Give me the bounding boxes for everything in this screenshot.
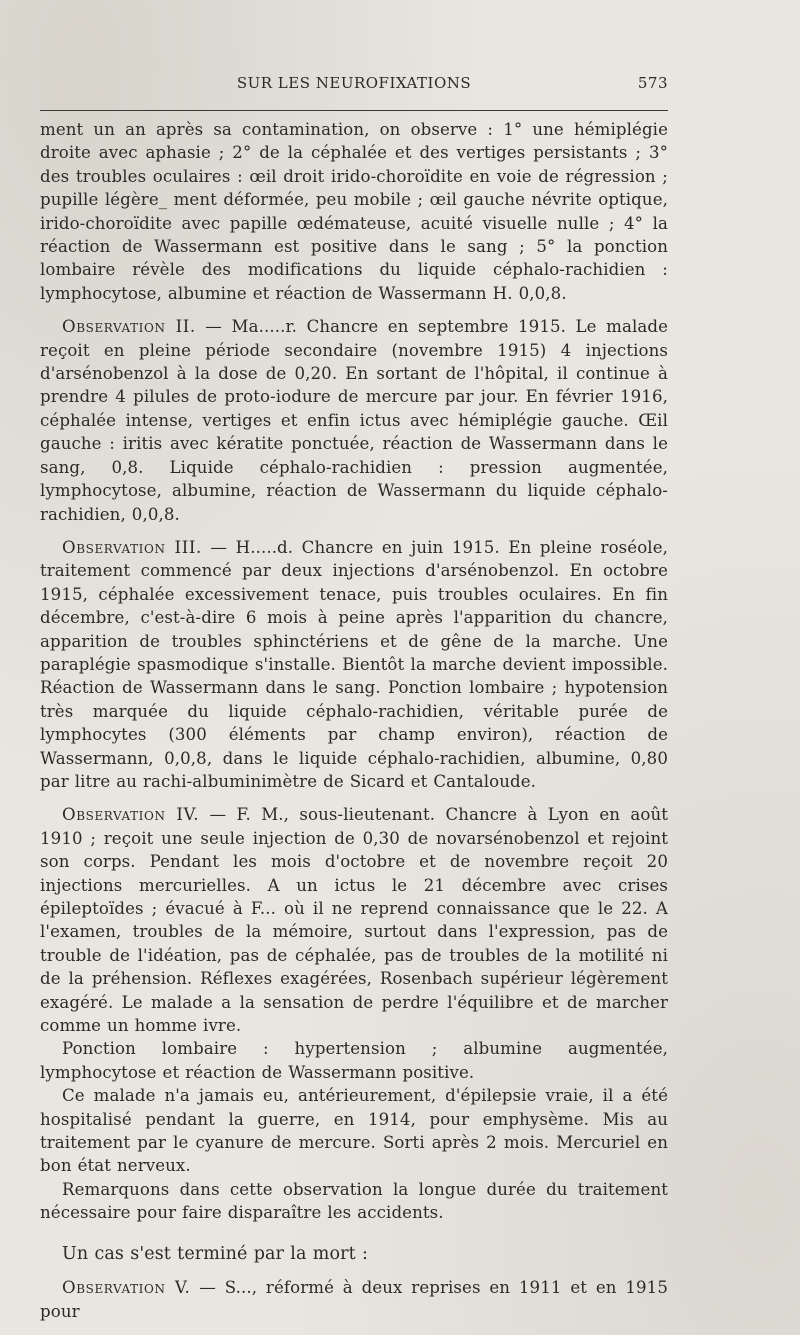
paragraph-history	[40, 1084, 668, 1178]
header-rule	[40, 110, 668, 111]
observation-label: Observation IV.	[62, 805, 200, 825]
observation-label: Observation V.	[62, 1278, 191, 1298]
paragraph-continued	[40, 118, 668, 305]
paragraph-ponction	[40, 1037, 668, 1084]
running-title: SUR LES NEUROFIXATIONS	[236, 74, 472, 92]
text-body	[40, 118, 668, 1323]
paragraph-text: ment un an après sa contamination, on observe : 1° une hémiplégie droite avec aphasie ; 2° de la céphalée et des vertiges persistants ; 3° des troubles oculaires : œil droit irido-choroïdite en voie de régression ; pupille légère_ ment déformée, peu mobile ; œil gauche névrite optique, irido-choroïdite avec papille œdémateuse, acuité visuelle nulle ; 4° la réaction de Wassermann est positive dans le sang ; 5° la ponction lombaire révèle des modifications du liquide céphalo-rachidien : lymphocytose, albumine et réaction de Wassermann H. 0,0,8.	[40, 120, 668, 303]
observation-label: Observation II.	[62, 317, 196, 337]
paragraph-text: Remarquons dans cette observation la longue durée du traitement nécessaire pour faire disparaître les accidents.	[40, 1179, 668, 1223]
page-number: 573	[637, 74, 668, 92]
paragraph-text: Ponction lombaire : hypertension ; albumine augmentée, lymphocytose et réaction de Wassermann positive.	[40, 1039, 668, 1082]
running-header	[40, 74, 668, 98]
paragraph-remark	[40, 1178, 668, 1225]
paragraph-text: Ce malade n'a jamais eu, antérieurement, d'épilepsie vraie, il a été hospitalisé pendant la guerre, en 1914, pour emphysème. Mis au traitement par le cyanure de mercure. Sorti après 2 mois. Mercuriel en bon état nerveux.	[40, 1086, 668, 1176]
section-lead	[40, 1243, 668, 1266]
paragraph-text: — F. M., sous-lieutenant. Chancre à Lyon en août 1910 ; reçoit une seule injection de 0,30 de novarsénobenzol et rejoint son corps. Pendant les mois d'octobre et de novembre reçoit 20 injections mercurielles. A un ictus le 21 décembre avec crises épileptoïdes ; évacué à F... où il ne reprend connaissance que le 22. A l'examen, troubles de la mémoire, surtout dans l'expression, pas de trouble de l'idéation, pas de céphalée, pas de troubles de la motilité ni de la préhension. Réflexes exagérées, Rosenbach supérieur légèrement exagéré. Le malade a la sensation de perdre l'équilibre et de marcher comme un homme ivre.	[40, 805, 669, 1036]
observation-4	[40, 803, 668, 1037]
observation-2	[40, 315, 668, 526]
observation-label: Observation III.	[62, 537, 202, 557]
observation-3	[40, 536, 668, 793]
paragraph-text: — H.....d. Chancre en juin 1915. En pleine roséole, traitement commencé par deux injections d'arsénobenzol. En octobre 1915, céphalée excessivement tenace, puis troubles oculaires. En fin décembre, c'est-à-dire 6 mois à peine après l'apparition du chancre, apparition de troubles sphinctériens et de gêne de la marche. Une paraplégie spasmodique s'installe. Bientôt la marche devient impossible. Réaction de Wassermann dans le sang. Ponction lombaire ; hypotension très marquée du liquide céphalo-rachidien, véritable purée de lymphocytes (300 éléments par champ environ), réaction de Wassermann, 0,0,8, dans le liquide céphalo-rachidien, albumine, 0,80 par litre au rachi-albuminimètre de Sicard et Cantaloude.	[40, 537, 668, 791]
paragraph-text: — S..., réformé à deux reprises en 1911 et en 1915 pour	[40, 1278, 668, 1321]
paragraph-text: — Ma.....r. Chancre en septembre 1915. Le malade reçoit en pleine période secondaire (novembre 1915) 4 injections d'arsénobenzol à la dose de 0,20. En sortant de l'hôpital, il continue à prendre 4 pilules de proto-iodure de mercure par jour. En février 1916, céphalée intense, vertiges et enfin ictus avec hémiplégie gauche. Œil gauche : iritis avec kératite ponctuée, réaction de Wassermann dans le sang, 0,8. Liquide céphalo-rachidien : pression augmentée, lymphocytose, albumine, réaction de Wassermann du liquide céphalo-rachidien, 0,0,8.	[40, 317, 668, 524]
observation-5	[40, 1276, 668, 1323]
paragraph-text: Un cas s'est terminé par la mort :	[62, 1243, 368, 1264]
